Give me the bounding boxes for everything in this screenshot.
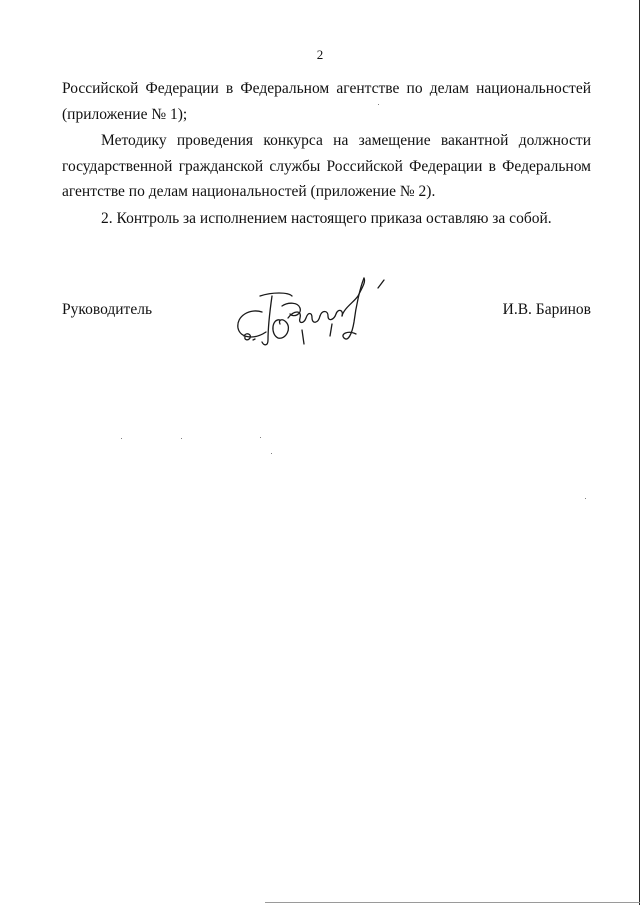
signatory-title: Руководитель <box>62 301 153 318</box>
scan-speck <box>260 437 261 438</box>
scan-speck <box>121 438 122 439</box>
page-number: 2 <box>316 47 324 62</box>
scan-speck <box>585 498 586 499</box>
paragraph-continuation: Российской Федерации в Федеральном агентстве по делам национальностей (приложение № 1); <box>62 80 591 123</box>
handwritten-signature <box>232 274 392 354</box>
document-body <box>62 76 591 231</box>
paragraph-methodology: Методику проведения конкурса на замещение вакантной должности государственной гражданской службы Российской Федерации в Федеральном агентстве по делам национальностей (приложение № 2). <box>62 132 591 200</box>
scan-edge-bottom <box>265 902 640 903</box>
signatory-name: И.В. Баринов <box>502 301 591 318</box>
scan-speck <box>181 438 182 439</box>
scan-speck <box>271 453 272 454</box>
paragraph-control: 2. Контроль за исполнением настоящего приказа оставляю за собой. <box>101 209 552 227</box>
